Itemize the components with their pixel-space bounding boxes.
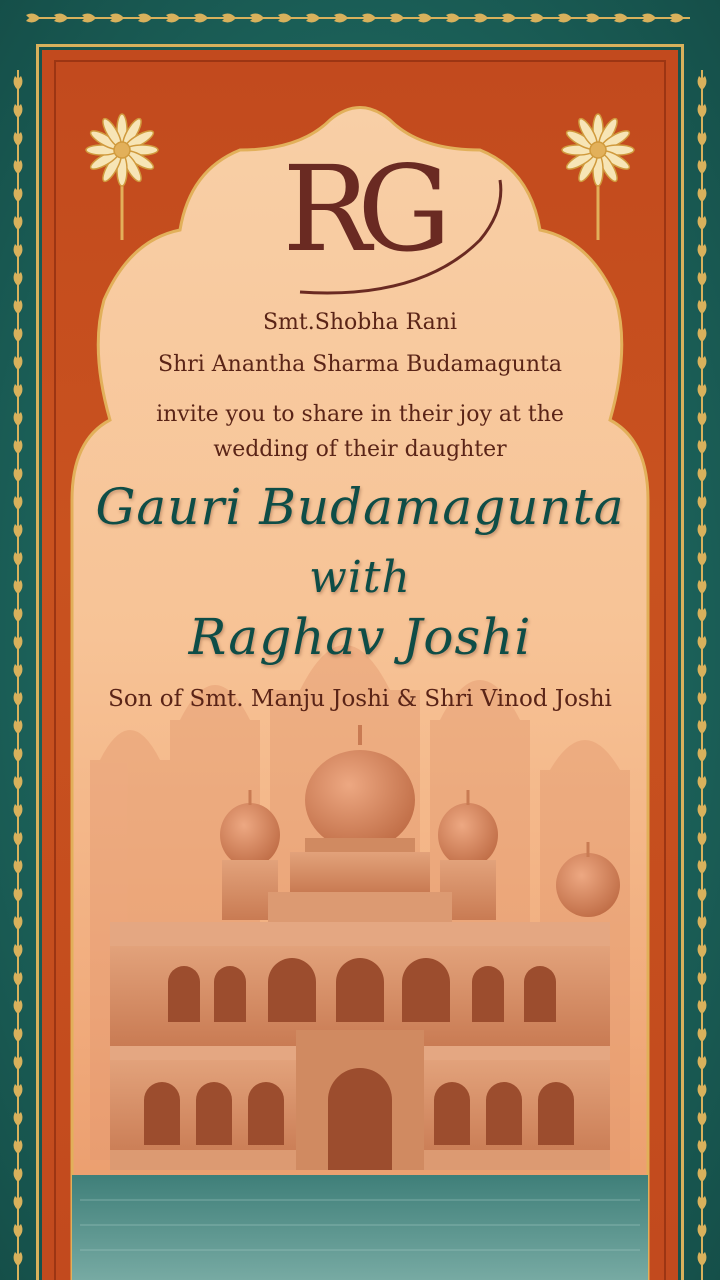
invite-line-1: invite you to share in their joy at the [156,402,564,427]
invite-line-2: wedding of their daughter [213,437,507,462]
connector-with: with [309,552,411,603]
couple-monogram: RG [282,140,438,278]
groom-parents: Son of Smt. Manju Joshi & Shri Vinod Joshi [108,686,612,712]
groom-name: Raghav Joshi [188,608,532,666]
bride-name: Gauri Budamagunta [95,478,625,536]
host-1: Smt.Shobha Rani [262,310,457,335]
host-2: Shri Anantha Sharma Budamagunta [158,352,562,377]
